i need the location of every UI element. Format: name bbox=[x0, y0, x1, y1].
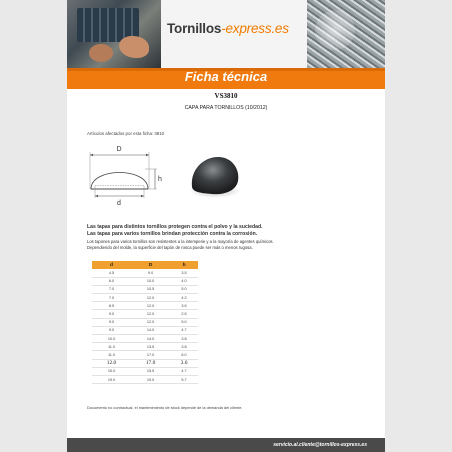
label-d: d bbox=[117, 200, 121, 207]
table-cell: 11.0 bbox=[92, 351, 131, 359]
table-row bbox=[92, 359, 198, 367]
table-cell: 12.0 bbox=[92, 359, 131, 367]
column-header-h: h bbox=[170, 261, 198, 269]
table-row bbox=[92, 343, 198, 351]
table-cell: 12.0 bbox=[131, 310, 170, 318]
contact-email-link[interactable]: servicio.al.cliente@tornillos-express.es bbox=[273, 442, 367, 448]
product-code: VS3810 bbox=[214, 92, 238, 100]
table-cell: 6.0 bbox=[170, 351, 198, 359]
table-cell: 2.5 bbox=[170, 310, 198, 318]
table-cell: 4.7 bbox=[170, 326, 198, 334]
header-banner bbox=[67, 0, 385, 68]
table-row bbox=[92, 375, 198, 383]
table-row bbox=[92, 326, 198, 334]
page-title: Ficha técnica bbox=[184, 69, 268, 84]
table-cell: 14.0 bbox=[131, 326, 170, 334]
table-cell: 13.5 bbox=[131, 343, 170, 351]
table-row bbox=[92, 318, 198, 326]
table-cell: 5.7 bbox=[170, 375, 198, 383]
table-cell: 5.0 bbox=[170, 285, 198, 293]
table-cell: 3.8 bbox=[170, 343, 198, 351]
table-row bbox=[92, 302, 198, 310]
table-cell: 3.6 bbox=[170, 359, 198, 367]
table-cell: 3.5 bbox=[170, 302, 198, 310]
table-cell: 9.0 bbox=[92, 310, 131, 318]
table-cell: 19.0 bbox=[131, 375, 170, 383]
table-cell: 3.8 bbox=[170, 335, 198, 343]
table-cell: 12.0 bbox=[131, 302, 170, 310]
table-cell: 12.0 bbox=[131, 318, 170, 326]
articles-label: Artículos afectados por esta ficha: 3810 bbox=[87, 131, 165, 136]
dimensions-table bbox=[92, 261, 198, 384]
description-line: Las tapas para distintos tornillos protegen contra el polvo y la suciedad. bbox=[87, 224, 263, 230]
label-h: h bbox=[158, 176, 162, 183]
table-cell: 10.0 bbox=[131, 277, 170, 285]
column-header-D: D bbox=[131, 261, 170, 269]
table-row bbox=[92, 310, 198, 318]
table-cell: 9.0 bbox=[131, 269, 170, 277]
company-logo bbox=[167, 21, 289, 36]
column-header-d: d bbox=[92, 261, 131, 269]
table-cell: 12.0 bbox=[131, 294, 170, 302]
table-cell: 4.7 bbox=[170, 367, 198, 375]
label-D: D bbox=[116, 146, 122, 153]
cap-photo bbox=[184, 151, 244, 202]
table-cell: 9.0 bbox=[92, 318, 131, 326]
table-row bbox=[92, 294, 198, 302]
description-line: Las tapas para varios tornillos brindan protección contra la corrosión. bbox=[87, 231, 258, 237]
table-cell: 9.0 bbox=[92, 326, 131, 334]
tools-photo bbox=[67, 0, 161, 68]
table-cell: 17.0 bbox=[131, 351, 170, 359]
table-row bbox=[92, 285, 198, 293]
table-row bbox=[92, 351, 198, 359]
table-cell: 7.0 bbox=[92, 294, 131, 302]
hand-image bbox=[89, 44, 113, 62]
table-cell: 10.0 bbox=[92, 335, 131, 343]
logo-accent: -express.es bbox=[221, 21, 289, 36]
table-cell: 15.5 bbox=[131, 367, 170, 375]
description-line: Los tapones para varios tornillos son resistentes a la intemperie y a la mayoría de agentes químicos. bbox=[87, 239, 274, 244]
table-cell: 6.0 bbox=[92, 277, 131, 285]
table-cell: 7.0 bbox=[92, 285, 131, 293]
table-cell: 10.5 bbox=[131, 285, 170, 293]
table-cell: 15.0 bbox=[92, 367, 131, 375]
hand-image bbox=[119, 36, 149, 58]
table-row bbox=[92, 335, 198, 343]
document-page bbox=[67, 0, 385, 452]
description-line: Dependiendo del molde, la superficie del tapón de rosca puede ser más o menos rugosa. bbox=[87, 245, 253, 250]
table-cell: 5.0 bbox=[170, 318, 198, 326]
table-cell: 4.5 bbox=[92, 269, 131, 277]
table-cell: 14.0 bbox=[131, 335, 170, 343]
screws-photo bbox=[307, 0, 385, 68]
table-cell: 11.0 bbox=[92, 343, 131, 351]
table-row bbox=[92, 367, 198, 375]
cap-dimension-diagram bbox=[85, 139, 199, 211]
table-cell: 17.0 bbox=[131, 359, 170, 367]
cap-profile bbox=[91, 173, 148, 190]
table-cell: 19.0 bbox=[92, 375, 131, 383]
disclaimer-note: Documento no contractual, el mantenimiento de stock depende de la demanda del cliente. bbox=[87, 405, 243, 410]
table-cell: 8.5 bbox=[92, 302, 131, 310]
table-row bbox=[92, 269, 198, 277]
cap-photo-shape bbox=[192, 157, 238, 194]
logo-main: Tornillos bbox=[167, 21, 222, 36]
table-cell: 3.5 bbox=[170, 269, 198, 277]
table-row bbox=[92, 277, 198, 285]
table-cell: 4.2 bbox=[170, 294, 198, 302]
product-subtitle: CAPA PARA TORNILLOS (10/2012) bbox=[184, 105, 268, 111]
table-cell: 4.0 bbox=[170, 277, 198, 285]
